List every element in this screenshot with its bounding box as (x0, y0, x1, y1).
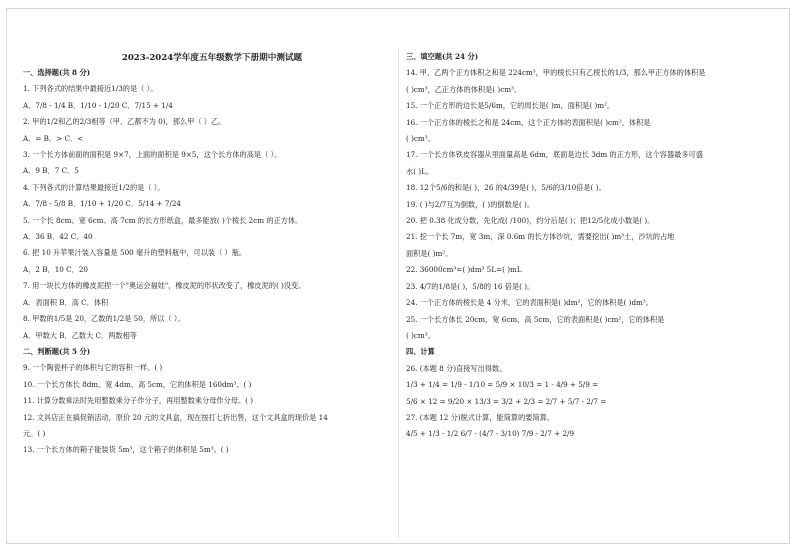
left-line: 10. 一个长方体长 8dm、宽 4dm、高 5cm，它的体积是 160dm³。( ) (23, 379, 252, 389)
left-column (23, 65, 385, 459)
right-line: 4/5 + 1/3 - 1/2 6/7 - (4/7 - 3/10) 7/9 - 2/7 + 2/9 (406, 429, 575, 439)
right-line: 15. 一个正方形的边长是5/6m，它的周长是( )m，面积是( )m²。 (406, 101, 615, 111)
left-line: 5. 一个长 8cm、宽 6cm、高 7cm 的长方形纸盒，最多能放( )个棱长 2cm 的正方体。 (23, 215, 303, 225)
column-divider (398, 49, 399, 539)
left-line: 二、判断题(共 5 分) (23, 346, 91, 356)
left-line: 8. 甲数的1/5是 20，乙数的1/2是 50，所以（ ）。 (23, 314, 185, 324)
left-line: A．9 B．7 C．5 (23, 166, 79, 176)
left-line: A．2 B．10 C．20 (23, 264, 88, 274)
left-line: 13. 一个长方体的箱子能装货 5m³，这个箱子的体积是 5m³。( ) (23, 445, 229, 455)
right-line: 面积是( )m²。 (406, 248, 453, 258)
left-line: 7. 用一块长方体的橡皮泥捏一个"奥运会福娃"，橡皮泥的形状改变了，橡皮泥的( )没变。 (23, 281, 306, 291)
left-line: A．7/8 - 1/4 B．1/10 - 1/20 C．7/15 + 1/4 (23, 100, 173, 110)
left-line: 1. 下列各式的结果中最接近1/3的是（ ）。 (23, 84, 158, 94)
right-line: 23. 4/7的1/8是( )，5/8的 16 倍是( )。 (406, 281, 535, 291)
left-line: A．36 B．42 C．40 (23, 232, 93, 242)
right-line: 27. (本题 12 分)脱式计算，能简算的要简算。 (406, 412, 555, 422)
right-line: 18. 12个5/6的和是( )，26 的4/39是( )，5/6的3/10倍是( )。 (406, 183, 606, 193)
left-line: 元。( ) (23, 428, 46, 438)
page-title: 2023-2024学年度五年级数学下册期中测试题 (121, 53, 303, 63)
right-line: 24. 一个正方体的棱长是 4 分米，它的表面积是( )dm²，它的体积是( )dm³。 (406, 298, 653, 308)
left-line: 2. 甲的1/2和乙的2/3相等（甲、乙都不为 0)，那么甲（ ）乙。 (23, 117, 226, 127)
right-line: 19. ( )与2/7互为倒数，( )的倒数是( )。 (406, 199, 535, 209)
right-line: 5/6 × 12 = 9/20 × 13/3 = 3/2 + 2/3 = 2/7 + 5/7 - 2/7 = (406, 396, 607, 406)
left-line: 9. 一个陶瓷杯子的体积与它的容积一样。( ) (23, 363, 163, 373)
right-line: ( )cm³。 (406, 330, 435, 340)
left-line: A．甲数大 B．乙数大 C．两数相等 (23, 330, 137, 340)
left-line: A．表面积 B．高 C．体积 (23, 297, 109, 307)
right-line: 17. 一个长方体铁皮容器从里面量高是 6dm，底面是边长 3dm 的正方形，这个容器最多可盛 (406, 150, 703, 160)
right-line: 14. 甲、乙两个正方体积之和是 224cm³，甲的棱长只有乙棱长的1/3，那么甲正方体的体积是 (406, 68, 706, 78)
left-line: 3. 一个长方体前面的面积是 9×7，上面的面积是 9×5，这个长方体的高是（ ）。 (23, 150, 282, 160)
left-line: 11. 计算分数乘法时先用整数乘分子作分子，再用整数乘分母作分母。( ) (23, 396, 254, 406)
left-line: A．= B．> C．< (23, 133, 84, 143)
right-line: 25. 一个长方体长 20cm，宽 6cm，高 5cm，它的表面积是( )cm²，它的体积是 (406, 314, 665, 324)
left-line: A．7/8 - 5/8 B．1/10 + 1/20 C．5/14 + 7/24 (23, 199, 181, 209)
right-line: 16. 一个正方体的棱长之和是 24cm，这个正方体的表面积是( )cm²，体积是 (406, 117, 651, 127)
left-line: 6. 把 10 升苹果汁装入容量是 500 毫升的塑料瓶中，可以装（ ）瓶。 (23, 248, 247, 258)
right-line: 20. 把 0.38 化成分数，先化成( /100)，约分后是( )；把12/5化成小数是( )。 (406, 216, 655, 226)
right-line: 26. (本题 8 分)直接写出得数。 (406, 363, 507, 373)
right-line: ( )cm³，乙正方体的体积是( )cm³。 (406, 84, 522, 94)
left-line: 4. 下列各式的计算结果最接近1/2的是（ ）。 (23, 182, 165, 192)
right-line: ( )cm³。 (406, 134, 435, 144)
right-line: 21. 挖一个长 7m，宽 3m，深 0.6m 的长方体沙坑，需要挖出( )m³土，沙坑的占地 (406, 232, 675, 242)
right-line: 1/3 + 1/4 = 1/9 - 1/10 = 5/9 × 10/3 = 1 - 4/9 + 5/9 = (406, 380, 599, 390)
right-line: 三、填空题(共 24 分) (406, 52, 479, 61)
right-column (406, 49, 778, 443)
exam-page (6, 8, 790, 544)
right-line: 四、计算 (406, 347, 435, 357)
right-line: 水( )L。 (406, 166, 434, 176)
right-line: 22. 36000cm³=( )dm³ 5L=( )mL (406, 265, 522, 275)
left-line: 12. 文具店正在搞促销活动，原价 20 元的文具盒，现在按打七折出售，这个文具盒的现价是 14 (23, 412, 328, 422)
left-line: 一、选择题(共 8 分) (23, 68, 91, 77)
